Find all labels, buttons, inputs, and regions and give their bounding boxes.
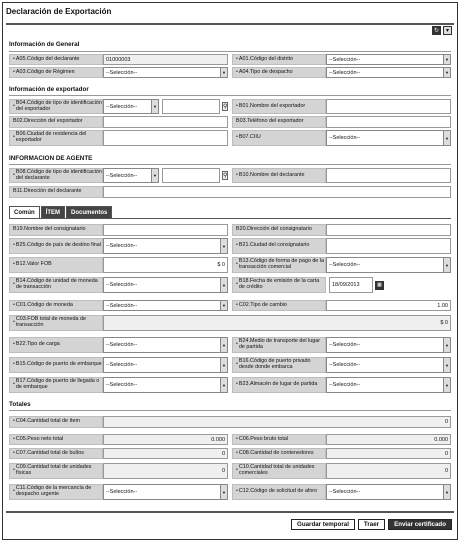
b19-input[interactable] <box>103 224 228 236</box>
section-divider <box>9 95 451 96</box>
title-divider <box>6 23 454 25</box>
row-c11-c12 <box>9 484 451 500</box>
b20-label: B20.Dirección del consignatario <box>232 224 326 236</box>
a01-label: • A01.Código del distrito <box>232 54 326 65</box>
chevron-down-icon: ▼ <box>220 378 227 392</box>
header-buttons <box>432 26 452 35</box>
b13-label: • B13.Código de forma de pago de la transacción comercial <box>232 257 326 273</box>
c02-input[interactable]: 1.00 <box>326 300 451 311</box>
c01-label: • C01.Código de moneda <box>9 300 103 311</box>
b17-select[interactable]: --Selección-- ▼ <box>103 377 228 393</box>
a03-label: • A03.Código de Régimen <box>9 67 103 78</box>
chevron-down-icon: ▼ <box>443 258 450 272</box>
b04-id-input[interactable] <box>162 99 220 114</box>
b23-label: • B23.Almacén de lugar de partida <box>232 377 326 393</box>
b22-select[interactable]: --Selección-- ▼ <box>103 337 228 353</box>
c11-select[interactable]: --Selección-- ▼ <box>103 484 228 500</box>
b14-label: • B14.Código de unidad de moneda de transacción <box>9 277 103 293</box>
b02-label: B02.Dirección del exportador <box>9 116 103 128</box>
b04-select[interactable]: --Selección-- ▼ <box>103 99 159 114</box>
row-a05-a01 <box>9 54 451 65</box>
row-c04 <box>9 416 451 428</box>
chevron-down-icon: ▼ <box>220 68 227 77</box>
b20-input[interactable] <box>326 224 451 236</box>
row-b06-b07 <box>9 130 451 146</box>
b01-input[interactable] <box>326 99 451 114</box>
b10-label: • B10.Nombre del declarante <box>232 168 326 183</box>
b15-label: • B15.Código de puerto de embarque <box>9 357 103 373</box>
chevron-down-icon: ▼ <box>220 239 227 253</box>
page-title: Declaración de Exportación <box>6 7 112 16</box>
c08-input[interactable]: 0 <box>326 448 451 459</box>
chevron-down-icon: ▼ <box>443 378 450 392</box>
refresh-icon[interactable]: ↻ <box>433 28 440 34</box>
chevron-down-icon: ▼ <box>220 301 227 310</box>
b12-input[interactable]: $ 0 <box>103 257 228 273</box>
search-icon[interactable]: ⚲ <box>223 173 228 179</box>
chevron-down-icon: ▼ <box>443 55 450 64</box>
chevron-down-icon: ▼ <box>220 278 227 292</box>
b06-input[interactable] <box>103 130 228 146</box>
row-c09-c10 <box>9 463 451 479</box>
b24-label: • B24.Medio de transporte del lugar de partida <box>232 337 326 353</box>
a04-label: • A04.Tipo de despacho <box>232 67 326 78</box>
a03-select[interactable]: --Selección-- ▼ <box>103 67 228 78</box>
c06-label: • C06.Peso bruto total <box>232 434 326 445</box>
b08-id-input[interactable] <box>162 168 220 183</box>
section-agente-title: INFORMACION DE AGENTE <box>9 155 93 162</box>
row-b15-b16 <box>9 357 451 373</box>
save-temporary-button[interactable]: Guardar temporal <box>291 519 355 530</box>
row-b02-b03 <box>9 116 451 128</box>
c07-input[interactable]: 0 <box>103 448 228 459</box>
chevron-down-icon: ▼ <box>151 100 158 113</box>
chevron-down-icon: ▼ <box>220 338 227 352</box>
b04-label: • B04.Código de tipo de identificación del exportador <box>9 99 103 114</box>
b25-label: • B25.Código de país de destino final <box>9 238 103 254</box>
c09-label: • C09.Cantidad total de unidades físicas <box>9 463 103 479</box>
chevron-down-icon: ▼ <box>443 358 450 372</box>
b08-select[interactable]: --Selección-- ▼ <box>103 168 159 183</box>
a04-select[interactable]: --Selección-- ▼ <box>326 67 451 78</box>
chevron-down-icon: ▼ <box>220 358 227 372</box>
search-icon[interactable]: ⚲ <box>223 104 228 110</box>
row-b22-b24 <box>9 337 451 353</box>
c08-label: • C08.Cantidad de contenedores <box>232 448 326 459</box>
b22-label: • B22.Tipo de carga <box>9 337 103 353</box>
row-b14-b18 <box>9 277 451 293</box>
b08-label: • B08.Código de tipo de identificación del declarante <box>9 168 103 183</box>
load-button[interactable]: Traer <box>358 519 385 530</box>
c05-input[interactable]: 0.000 <box>103 434 228 445</box>
a05-field[interactable]: 01000003 <box>103 54 228 65</box>
row-b08-b10 <box>9 168 451 183</box>
c01-select[interactable]: --Selección-- ▼ <box>103 300 228 311</box>
c10-label: • C10.Cantidad total de unidades comerciales <box>232 463 326 479</box>
row-b12-b13 <box>9 257 451 273</box>
b06-label: • B06.Ciudad de residencia del exportador <box>9 130 103 146</box>
b19-label: B19.Nombre del consignatario <box>9 224 103 236</box>
row-c05-c06 <box>9 434 451 445</box>
row-c03 <box>9 315 451 331</box>
row-b19-b20 <box>9 224 451 236</box>
c07-label: • C07.Cantidad total de bultos <box>9 448 103 459</box>
row-b11 <box>9 186 451 198</box>
row-c01-c02 <box>9 300 451 311</box>
tab-item[interactable]: ÍTEM <box>41 206 65 218</box>
c06-input[interactable]: 0.000 <box>326 434 451 445</box>
row-a03-a04 <box>9 67 451 78</box>
tab-bar <box>9 206 112 218</box>
a05-label: • A05.Código del declarante <box>9 54 103 65</box>
section-divider <box>9 164 451 165</box>
chevron-down-icon: ▼ <box>443 68 450 77</box>
footer-divider <box>6 511 454 513</box>
c10-input[interactable]: 0 <box>326 463 451 479</box>
b12-label: • B12.Valor FOB <box>9 257 103 273</box>
b17-label: • B17.Código de puerto de llegada o de embarque <box>9 377 103 393</box>
b24-select[interactable]: --Selección-- ▼ <box>326 337 451 353</box>
section-divider <box>9 410 451 411</box>
tab-documentos[interactable]: Documentos <box>66 206 112 218</box>
declaration-form <box>2 2 458 540</box>
b11-input[interactable] <box>103 186 451 198</box>
b03-label: B03.Teléfono del exportador <box>232 116 326 128</box>
c12-label: • C12.Código de solicitud de aforo <box>232 484 326 500</box>
c11-label: • C11.Código de la mercancía de despacho urgente <box>9 484 103 500</box>
section-general-title: Información de General <box>9 41 80 48</box>
a01-select[interactable]: --Selección-- ▼ <box>326 54 451 65</box>
b21-input[interactable] <box>326 238 451 254</box>
chevron-down-icon: ▼ <box>151 169 158 182</box>
section-divider <box>9 51 451 52</box>
b14-select[interactable]: --Selección-- ▼ <box>103 277 228 293</box>
c09-input[interactable]: 0 <box>103 463 228 479</box>
b10-input[interactable] <box>326 168 451 183</box>
chevron-down-icon: ▼ <box>220 485 227 499</box>
c04-input[interactable]: 0 <box>103 416 451 428</box>
tab-comun[interactable]: Común <box>9 206 40 218</box>
b25-select[interactable]: --Selección-- ▼ <box>103 238 228 254</box>
row-b17-b23 <box>9 377 451 393</box>
b11-label: B11.Dirección del declarante <box>9 186 103 198</box>
calendar-icon[interactable]: ▦ <box>375 281 384 290</box>
c02-label: • C02.Tipo de cambio <box>232 300 326 311</box>
b16-label: • B16.Código de puerto privado desde donde embarca <box>232 357 326 373</box>
b02-input[interactable] <box>103 116 228 128</box>
b07-select[interactable]: --Selección-- ▼ <box>326 130 451 146</box>
b23-select[interactable]: --Selección-- ▼ <box>326 377 451 393</box>
b01-label: • B01.Nombre del exportador <box>232 99 326 114</box>
b13-select[interactable]: --Selección-- ▼ <box>326 257 451 273</box>
b16-select[interactable]: --Selección-- ▼ <box>326 357 451 373</box>
b07-label: • B07.CIIU <box>232 130 326 146</box>
section-totales-title: Totales <box>9 401 31 408</box>
tab-divider <box>9 218 451 219</box>
collapse-icon[interactable]: ▾ <box>443 26 452 35</box>
chevron-down-icon: ▼ <box>443 131 450 145</box>
send-certificate-button[interactable]: Enviar certificado <box>388 519 452 530</box>
b15-select[interactable]: --Selección-- ▼ <box>103 357 228 373</box>
row-b25-b21 <box>9 238 451 254</box>
row-b04-b01 <box>9 99 451 114</box>
row-c07-c08 <box>9 448 451 459</box>
c12-select[interactable]: --Selección-- ▼ <box>326 484 451 500</box>
b21-label: • B21.Ciudad del consignatario <box>232 238 326 254</box>
chevron-down-icon: ▼ <box>443 485 450 499</box>
b18-date-input[interactable]: 18/09/2013 <box>329 277 373 293</box>
section-exportador-title: Información de exportador <box>9 86 89 93</box>
b18-label: • B18.Fecha de emisión de la carta de crédito <box>232 277 326 293</box>
chevron-down-icon: ▼ <box>443 338 450 352</box>
action-bar <box>291 519 452 530</box>
c03-input[interactable]: $ 0 <box>103 315 451 331</box>
c05-label: • C05.Peso neto total <box>9 434 103 445</box>
b03-input[interactable] <box>326 116 451 128</box>
c03-label: • C03.FOB total de moneda de transacción <box>9 315 103 331</box>
c04-label: • C04.Cantidad total de ítem <box>9 416 103 428</box>
